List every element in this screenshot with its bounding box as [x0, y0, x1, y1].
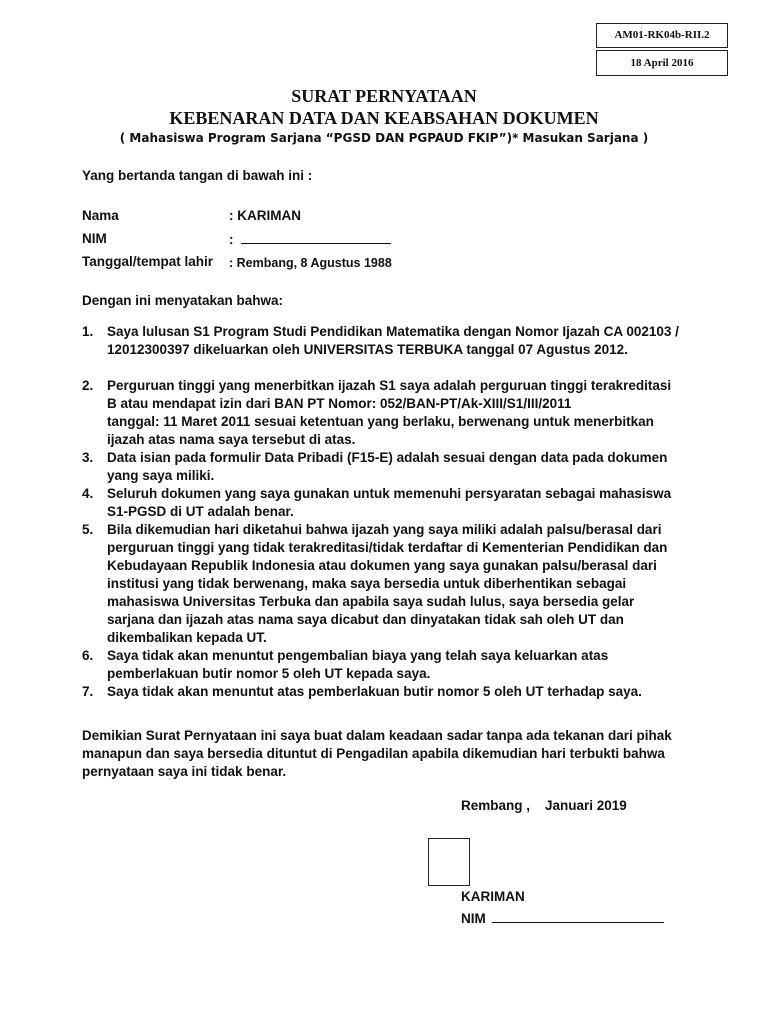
document-date-box [596, 50, 728, 76]
item-number: 3. [82, 450, 94, 465]
signer-nim-blank-line [492, 910, 664, 923]
nim-blank-line [241, 231, 391, 244]
intro-text: Yang bertanda tangan di bawah ini : [82, 168, 313, 183]
item-line: Saya tidak akan menuntut pengembalian biaya yang telah saya keluarkan atas [107, 648, 609, 663]
closing-line: Demikian Surat Pernyataan ini saya buat dalam keadaan sadar tanpa ada tekanan dari pihak [82, 728, 672, 743]
declaration-intro: Dengan ini menyatakan bahwa: [82, 293, 284, 308]
closing-line: manapun dan saya bersedia dituntut di Pengadilan apabila dikemudian hari terbukti bahwa [82, 746, 665, 761]
list-item [82, 323, 711, 359]
item-line: mahasiswa Universitas Terbuka dan apabila saya sudah lulus, saya bersedia gelar [107, 594, 635, 609]
closing-line: pernyataan saya ini tidak benar. [82, 764, 287, 779]
item-line: pemberlakuan butir nomor 5 oleh UT kepada saya. [107, 666, 431, 681]
item-line: Saya tidak akan menuntut atas pemberlakuan butir nomor 5 oleh UT terhadap saya. [107, 684, 642, 699]
list-item [82, 377, 711, 449]
signer-nim-label: NIM [461, 911, 486, 926]
item-number: 4. [82, 486, 94, 501]
list-item [82, 647, 711, 683]
item-line: tanggal: 11 Maret 2011 sesuai ketentuan yang berlaku, berwenang untuk menerbitkan [107, 414, 654, 429]
document-title-line2: KEBENARAN DATA DAN KEABSAHAN DOKUMEN [169, 108, 599, 128]
item-number: 6. [82, 648, 94, 663]
item-line: Seluruh dokumen yang saya gunakan untuk memenuhi persyaratan sebagai mahasiswa [107, 486, 672, 501]
list-item [82, 485, 711, 521]
item-line: sarjana dan ijazah atas nama saya dicabut dan dinyatakan tidak sah oleh UT dan [107, 612, 624, 627]
document-code: AM01-RK04b-RII.2 [614, 29, 710, 41]
item-line: Perguruan tinggi yang menerbitkan ijazah S1 saya adalah perguruan tinggi terakreditasi [107, 378, 672, 393]
place-date: Rembang , Januari 2019 [461, 798, 627, 813]
closing-paragraph [82, 727, 711, 781]
item-line: yang saya miliki. [107, 468, 215, 483]
list-item [82, 449, 711, 485]
item-line: ijazah atas nama saya tersebut di atas. [107, 432, 356, 447]
document-subtitle: ( Mahasiswa Program Sarjana “PGSD DAN PGPAUD FKIP”)* Masukan Sarjana ) [119, 131, 649, 145]
nim-field [229, 231, 391, 247]
birth-value: : Rembang, 8 Agustus 1988 [229, 256, 392, 270]
name-value: : KARIMAN [229, 208, 301, 223]
document-date: 18 April 2016 [630, 57, 694, 69]
birth-label: Tanggal/tempat lahir [82, 254, 214, 269]
document-code-box [596, 23, 728, 48]
item-line: 12012300397 dikeluarkan oleh UNIVERSITAS TERBUKA tanggal 07 Agustus 2012. [107, 342, 628, 357]
list-item [82, 683, 711, 701]
item-number: 2. [82, 378, 94, 393]
nim-label: NIM [82, 231, 107, 246]
item-line: dikembalikan kepada UT. [107, 630, 267, 645]
declaration-list [82, 323, 711, 701]
signer-nim [461, 910, 664, 926]
name-label: Nama [82, 208, 119, 223]
item-line: perguruan tinggi yang tidak terakreditasi/tidak terdaftar di Kementerian Pendidikan dan [107, 540, 668, 555]
item-line: Saya lulusan S1 Program Studi Pendidikan Matematika dengan Nomor Ijazah CA 002103 / [107, 324, 679, 339]
item-number: 7. [82, 684, 94, 699]
item-line: Data isian pada formulir Data Pribadi (F15-E) adalah sesuai dengan data pada dokumen [107, 450, 668, 465]
item-line: B atau mendapat izin dari BAN PT Nomor: 052/BAN-PT/Ak-XIII/S1/III/2011 [107, 396, 572, 411]
item-line: institusi yang tidak berwenang, maka saya bersedia untuk diberhentikan sebagai [107, 576, 627, 591]
signer-name: KARIMAN [461, 889, 525, 904]
nim-value: : [229, 232, 234, 247]
item-line: Bila dikemudian hari diketahui bahwa ijazah yang saya miliki adalah palsu/berasal dari [107, 522, 662, 537]
list-item [82, 521, 711, 647]
item-number: 5. [82, 522, 94, 537]
item-line: Kebudayaan Republik Indonesia atau dokumen yang saya gunakan palsu/berasal dari [107, 558, 657, 573]
item-line: S1-PGSD di UT adalah benar. [107, 504, 294, 519]
signature-box [428, 838, 470, 886]
document-title: SURAT PERNYATAAN [291, 86, 477, 106]
item-number: 1. [82, 324, 94, 339]
